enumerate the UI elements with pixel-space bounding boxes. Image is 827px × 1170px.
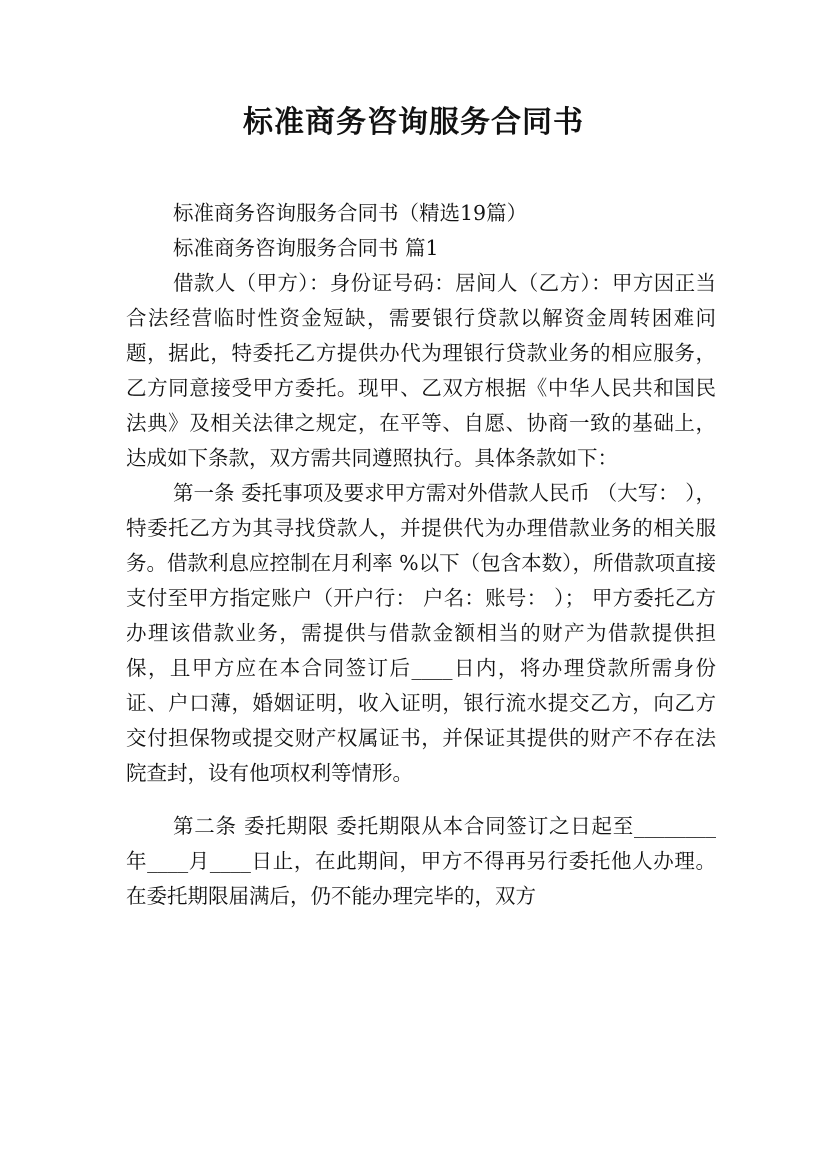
document-title: 标准商务咨询服务合同书 [243,105,584,140]
document-subtitle: 标准商务咨询服务合同书（精选19篇） [173,201,528,225]
section-heading: 标准商务咨询服务合同书 篇1 [173,236,439,260]
paragraph-parties: 借款人（甲方）：身份证号码：居间人（乙方）：甲方因正当合法经营临时性资金短缺，需要银行贷款以解资金周转困难问题，据此，特委托乙方提供办代为理银行贷款业务的相应服务，乙方同意接受甲方委托。现甲、乙双方根据《中华人民共和国民法典》及相关法律之规定，在平等、自愿、协商一致的基础上，达成如下条款，双方需共同遵照执行。具体条款如下： [126,271,716,470]
paragraph-article-2: 第二条 委托期限 委托期限从本合同签订之日起至________年____月____日止，在此期间，甲方不得再另行委托他人办理。在委托期限届满后，仍不能办理完毕的，双方 [126,814,716,908]
document-body [126,196,716,914]
paragraph-article-1: 第一条 委托事项及要求甲方需对外借款人民币 （大写： ），特委托乙方为其寻找贷款人，并提供代为办理借款业务的相关服务。借款利息应控制在月利率 %以下（包含本数），所借款项直接支付至甲方指定账户（开户行： 户名：账号： ）； 甲方委托乙方办理该借款业务，需提供与借款金额相当的财产为借款提供担保，且甲方应在本合同签订后____日内，将办理贷款所需身份证、户口薄，婚姻证明，收入证明，银行流水提交乙方，向乙方交付担保物或提交财产权属证书，并保证其提供的财产不存在法院查封，设有他项权利等情形。 [126,481,716,785]
